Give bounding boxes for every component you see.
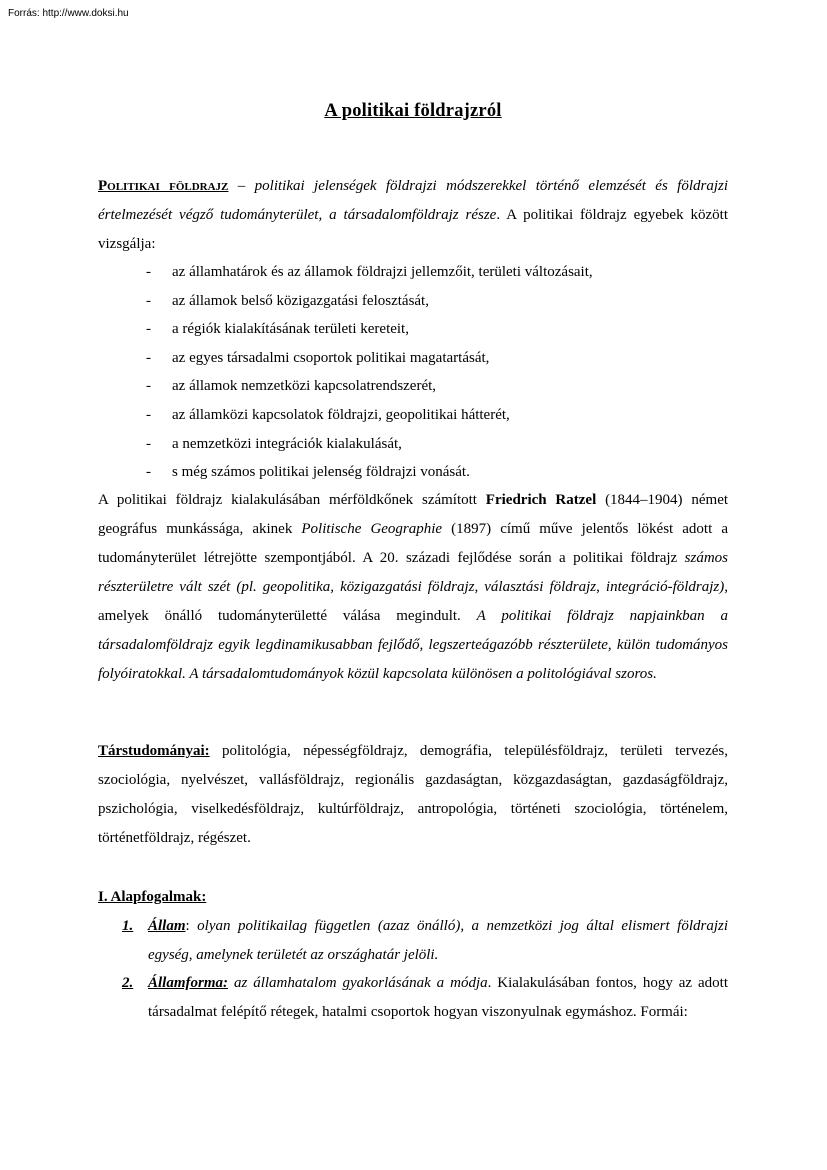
concept-definition: az államhatalom gyakorlásának a módja	[233, 975, 488, 991]
list-item: - az államok nemzetközi kapcsolatrendszerét,	[146, 378, 437, 395]
related-sciences-paragraph	[98, 737, 728, 853]
section-heading: I. Alapfogalmak:	[98, 889, 207, 905]
document-title: A politikai földrajzról	[324, 101, 502, 121]
list-item: - az államok belső közigazgatási felosztását,	[146, 292, 429, 309]
list-item: - s még számos politikai jelenség földrajzi vonását.	[146, 464, 470, 481]
term-politikai-foldrajz: Politikai földrajz	[98, 178, 229, 194]
intro-paragraph	[98, 172, 728, 259]
list-item: - az államhatárok és az államok földrajzi jellemzőit, területi változásait,	[146, 264, 593, 280]
concept-term: Államforma:	[148, 975, 229, 991]
concept-number: 2.	[122, 975, 134, 991]
concept-definition: olyan politikailag független (azaz önálló), a nemzetközi jog által elismert földrajzi egység, amelynek területét az országhatár jelöli.	[148, 918, 728, 963]
related-label: Társtudományai:	[98, 743, 210, 759]
book-title: Politische Geographie	[301, 521, 443, 537]
intro-dash: –	[228, 178, 255, 194]
concept-number: 1.	[122, 918, 134, 934]
list-item: - az egyes társadalmi csoportok politikai magatartását,	[146, 349, 490, 366]
list-item: - a nemzetközi integrációk kialakulását,	[146, 435, 402, 452]
intro-tail: . A politikai földrajz egyebek között vizsgálja:	[98, 207, 729, 252]
history-paragraph: A politikai földrajz kialakulásában mérföldkőnek számított Friedrich Ratzel (1844–1904) német geográfus munkássága, akinek Politische Geographie (1897) című műve jelentős lökést adott a tudományterület létrejötte szempontjából. A 20. századi fejlődése során a politikai földrajz számos részterületre vált szét (pl. geopolitika, közigazgatási földrajz, választási földrajz, integráció-földrajz), amelyek önálló tudományterületté válása megindult. A politikai földrajz napjainkban a társadalomföldrajz egyik legdinamikusabban fejlődő, legszerteágazóbb részterülete, külön tudományos folyóiratokkal. A társadalomtudományok közül kapcsolata különösen a politológiával szoros.	[98, 492, 729, 682]
examined-topics-list	[98, 258, 728, 487]
concept-term: Állam	[148, 918, 186, 934]
related-list: politológia, népességföldrajz, demográfia, településföldrajz, területi tervezés, szociológia, nyelvészet, vallásföldrajz, regionális gazdaságtan, közgazdaságtan, gazdaságföldrajz, pszichológia, viselkedésföldrajz, kultúrföldrajz, antropológia, történeti szociológia, történelem, történetföldrajz, régészet.	[98, 743, 728, 846]
concept-item: 1. Állam: olyan politikailag független (azaz önálló), a nemzetközi jog által elismert földrajzi egység, amelynek területét az országhatár jelöli.	[98, 912, 728, 970]
intro-definition: politikai jelenségek földrajzi módszerekkel történő elemzését és földrajzi értelmezését végző tudományterület, a társadalomföldrajz része	[98, 178, 729, 223]
source-label: Forrás: http://www.doksi.hu	[8, 8, 129, 19]
list-item: - az államközi kapcsolatok földrajzi, geopolitikai hátterét,	[146, 406, 510, 423]
ratzel-name: Friedrich Ratzel	[485, 492, 597, 508]
concept-item: 2. Államforma: az államhatalom gyakorlásának a módja. Kialakulásában fontos, hogy az adott társadalmat felépítő rétegek, hatalmi csoportok hogyan viszonyulnak egymáshoz. Formái:	[98, 969, 728, 1027]
list-item: - a régiók kialakításának területi kereteit,	[146, 321, 409, 338]
